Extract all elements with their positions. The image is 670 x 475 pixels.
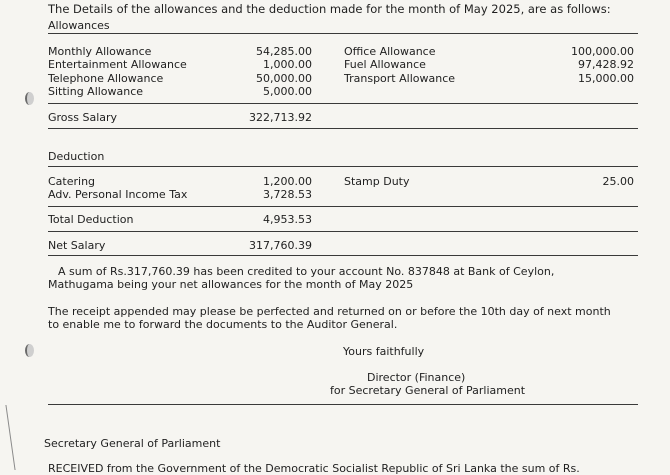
total-deduction-value: 4,953.53 — [263, 213, 312, 226]
allowance-label: Transport Allowance — [344, 72, 456, 85]
allowance-label: Office Allowance — [344, 45, 436, 58]
closing: Yours faithfully — [343, 345, 425, 358]
total-deduction-label: Total Deduction — [48, 213, 134, 226]
allowance-value: 50,000.00 — [256, 72, 312, 85]
deduction-label: Adv. Personal Income Tax — [48, 188, 188, 201]
allowance-label: Entertainment Allowance — [48, 58, 187, 71]
divider — [48, 166, 638, 167]
divider — [48, 128, 638, 129]
allowance-label: Monthly Allowance — [48, 45, 152, 58]
punch-hole — [25, 92, 34, 105]
deduction-value: 25.00 — [602, 175, 634, 188]
net-salary-label: Net Salary — [48, 239, 106, 252]
divider — [48, 33, 638, 34]
deduction-value: 1,200.00 — [263, 175, 312, 188]
deduction-value: 3,728.53 — [263, 188, 312, 201]
gross-salary-label: Gross Salary — [48, 111, 118, 124]
allowance-value: 5,000.00 — [263, 85, 312, 98]
deduction-heading: Deduction — [48, 150, 105, 163]
allowances-heading: Allowances — [48, 19, 110, 32]
receipt-instruction: The receipt appended may please be perfected and returned on or before the 10th day of next month — [48, 305, 611, 318]
credit-paragraph: Mathugama being your net allowances for the month of May 2025 — [48, 278, 414, 291]
allowance-value: 15,000.00 — [578, 72, 634, 85]
divider — [48, 206, 638, 207]
deduction-label: Stamp Duty — [344, 175, 410, 188]
allowance-value: 1,000.00 — [263, 58, 312, 71]
allowance-label: Fuel Allowance — [344, 58, 426, 71]
intro-text: The Details of the allowances and the deduction made for the month of May 2025, are as follows: — [48, 2, 611, 16]
divider — [48, 231, 638, 232]
allowance-label: Sitting Allowance — [48, 85, 144, 98]
signatory-title: Director (Finance) — [367, 371, 466, 384]
deduction-label: Catering — [48, 175, 96, 188]
signatory-for: for Secretary General of Parliament — [330, 384, 526, 397]
divider — [48, 255, 638, 256]
divider — [48, 103, 638, 104]
allowance-value: 54,285.00 — [256, 45, 312, 58]
net-salary-value: 317,760.39 — [249, 239, 312, 252]
page-fold — [0, 405, 16, 470]
gross-salary-value: 322,713.92 — [249, 111, 312, 124]
receipt-statement: RECEIVED from the Government of the Democratic Socialist Republic of Sri Lanka the sum of Rs. — [48, 462, 580, 475]
divider — [48, 404, 638, 405]
allowance-value: 100,000.00 — [571, 45, 634, 58]
receipt-instruction: to enable me to forward the documents to the Auditor General. — [48, 318, 398, 331]
credit-paragraph: A sum of Rs.317,760.39 has been credited to your account No. 837848 at Bank of Ceylon, — [58, 265, 555, 278]
allowance-value: 97,428.92 — [578, 58, 634, 71]
punch-hole — [25, 344, 34, 357]
allowance-label: Telephone Allowance — [48, 72, 164, 85]
receipt-addressee: Secretary General of Parliament — [44, 437, 221, 450]
